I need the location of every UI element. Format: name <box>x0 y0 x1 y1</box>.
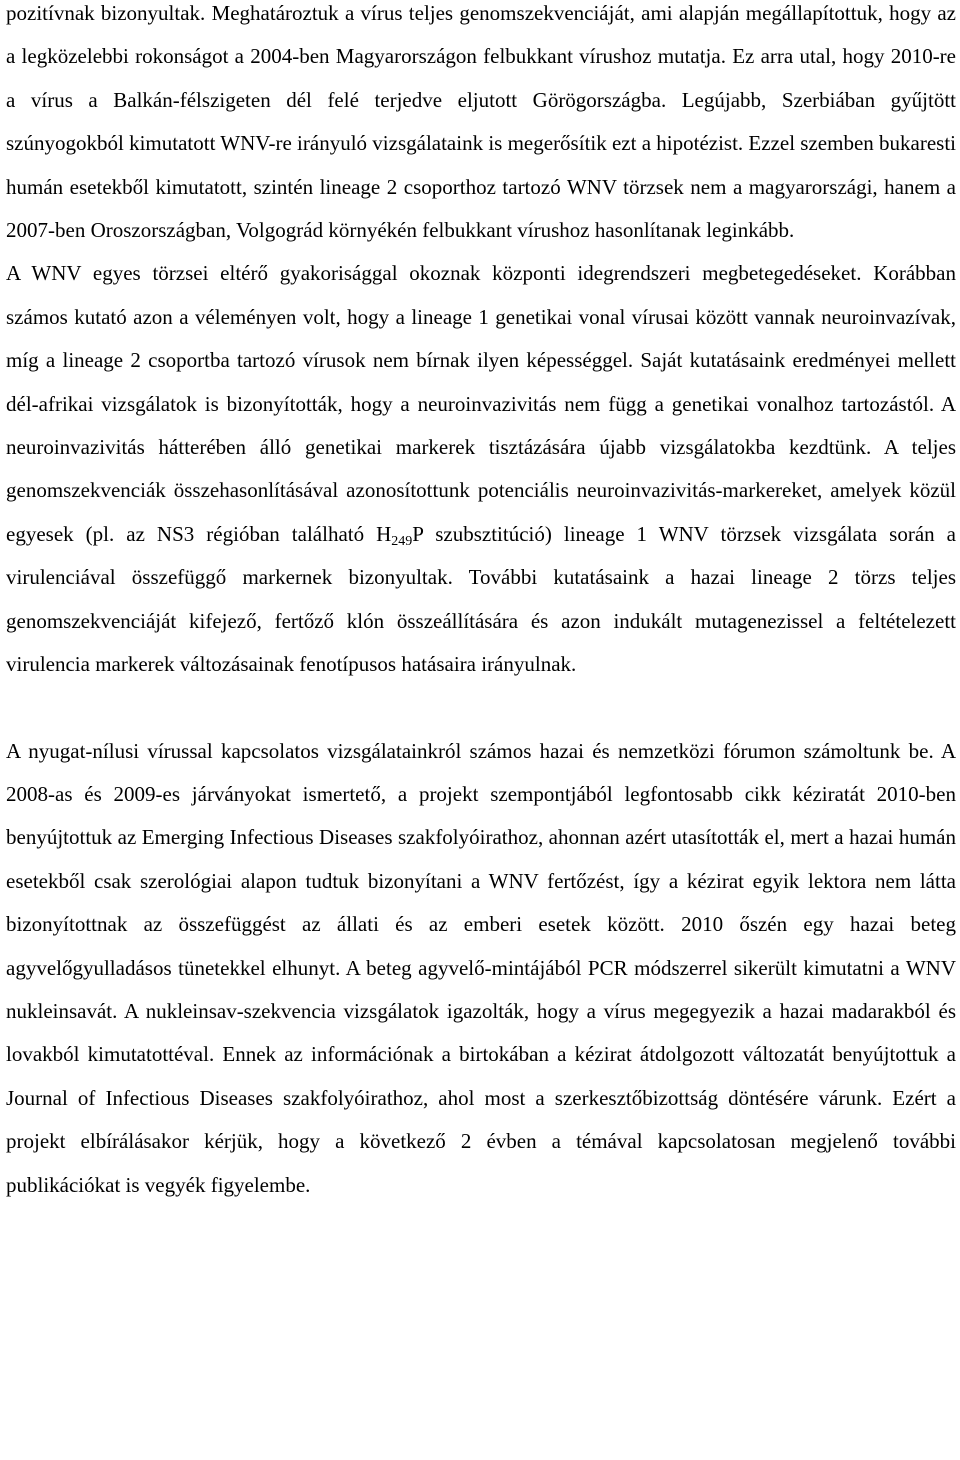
paragraph-neuroinvasiveness <box>6 252 956 686</box>
subscript-position: 249 <box>391 533 413 549</box>
paragraph-text: pozitívnak bizonyultak. Meghatároztuk a vírus teljes genomszekvenciáját, ami alapján megállapítottuk, hogy az a legközelebbi rokonságot a 2004-ben Magyarországon felbukkant vírushoz mutatja. Ez arra utal, hogy 2010-re a vírus a Balkán-félszigeten dél felé terjedve eljutott Görögországba. Legújabb, Szerbiában gyűjtött szúnyogokból kimutatott WNV-re irányuló vizsgálataink is megerősítik ezt a hipotézist. Ezzel szemben bukaresti humán esetekből kimutatott, szintén lineage 2 csoporthoz tartozó WNV törzsek nem a magyarországi, hanem a 2007-ben Oroszországban, Volgográd környékén felbukkant vírushoz hasonlítanak leginkább. <box>6 1 957 243</box>
paragraph-publications <box>6 730 956 1207</box>
paragraph-results-phylogeny <box>6 0 956 252</box>
paragraph-text: A WNV egyes törzsei eltérő gyakorisággal okoznak központi idegrendszeri megbetegedéseket. Korábban számos kutató azon a véleményen volt, hogy a lineage 1 genetikai vonal vírusai között vannak neuroinvazívak, míg a lineage 2 csoportba tartozó vírusok nem bírnak ilyen képességgel. Saját kutatásaink eredményei mellett dél-afrikai vizsgálatok is bizonyították, hogy a neuroinvazivitás nem függ a genetikai vonalhoz tartozástól. A neuroinvazivitás hátterében álló genetikai markerek tisztázására újabb vizsgálatokba kezdtünk. A teljes genomszekvenciák összehasonlításával azonosítottunk potenciális neuroinvazivitás-markereket, amelyek közül egyesek (pl. az NS3 régióban található H <box>6 261 956 546</box>
paragraph-text-continued: P szubsztitúció) lineage 1 WNV törzsek vizsgálata során a virulenciával összefüggő markernek bizonyultak. További kutatásaink a hazai lineage 2 törzs teljes genomszekvenciáját kifejező, fertőző klón összeállítására és azon indukált mutagenezissel a feltételezett virulencia markerek változásainak fenotípusos hatásaira irányulnak. <box>6 521 956 677</box>
paragraph-text: A nyugat-nílusi vírussal kapcsolatos vizsgálatainkról számos hazai és nemzetközi fórumon számoltunk be. A 2008-as és 2009-es járványokat ismertető, a projekt szempontjából legfontosabb cikk kéziratát 2010-ben benyújtottuk az Emerging Infectious Diseases szakfolyóirathoz, ahonnan azért utasították el, mert a hazai humán esetekből csak szerológiai alapon tudtuk bizonyítani a WNV fertőzést, így a kézirat egyik lektora nem látta bizonyítottnak az összefüggést az állati és az emberi esetek között. 2010 őszén egy hazai beteg agyvelőgyulladásos tünetekkel elhunyt. A beteg agyvelő-mintájából PCR módszerrel sikerült kimutatni a WNV nukleinsavát. A nukleinsav-szekvencia vizsgálatok igazolták, hogy a vírus megegyezik a hazai madarakból és lovakból kimutatottéval. Ennek az információnak a birtokában a kézirat átdolgozott változatát benyújtottuk a Journal of Infectious Diseases szakfolyóirathoz, ahol most a szerkesztőbizottság döntésére várunk. Ezért a projekt elbírálásakor kérjük, hogy a következő 2 évben a témával kapcsolatosan megjelenő további publikációkat is vegyék figyelembe. <box>6 738 956 1197</box>
